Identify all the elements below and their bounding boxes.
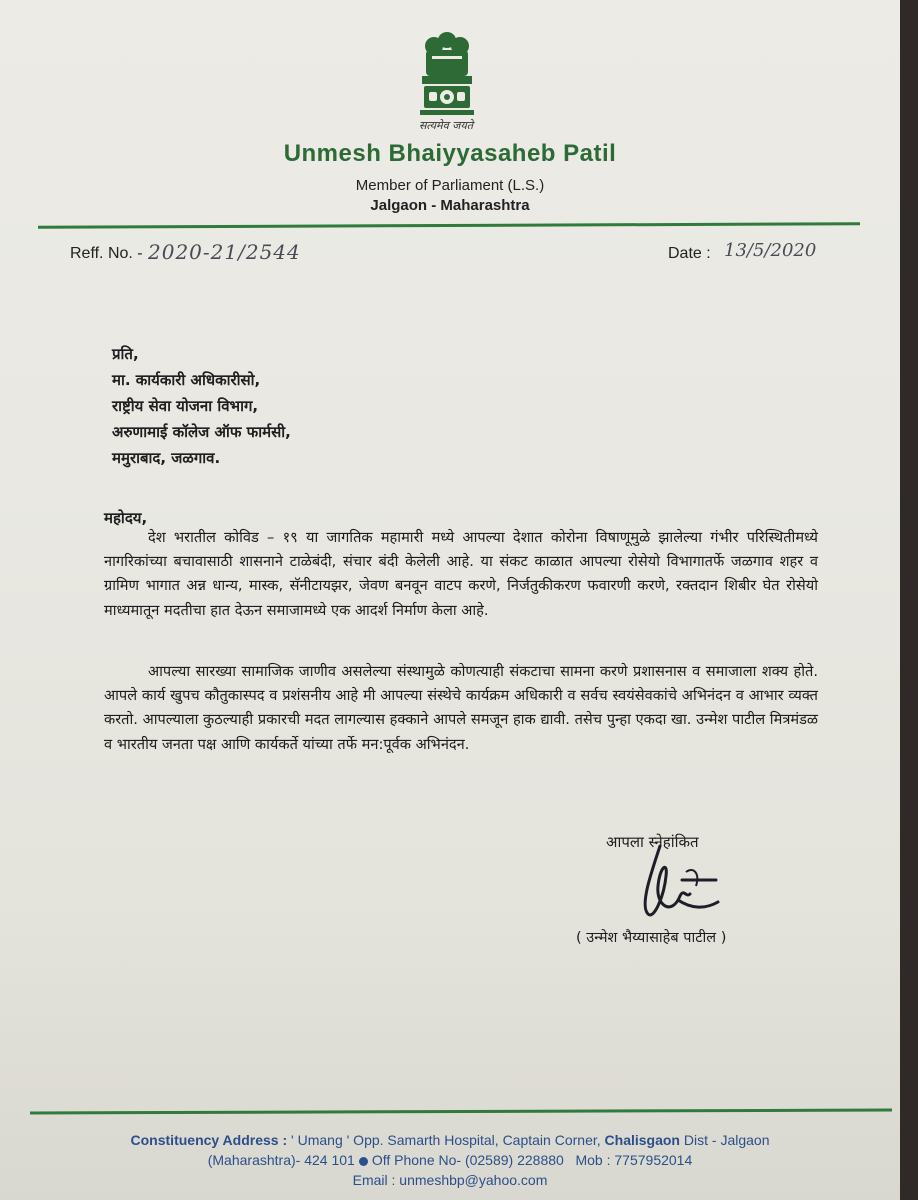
bullet-icon <box>359 1157 368 1166</box>
reference-label: Reff. No. - <box>70 245 143 262</box>
recipient-line: मा. कार्यकारी अधिकारीसो, <box>112 371 261 389</box>
recipient-line: प्रति, <box>112 345 139 363</box>
background-edge <box>900 0 918 1200</box>
footer-address-city: Chalisgaon <box>604 1132 680 1148</box>
footer-address-text: ' Umang ' Opp. Samarth Hospital, Captain Corner, <box>291 1132 601 1148</box>
letterhead-name: Unmesh Bhaiyyasaheb Patil <box>283 140 617 167</box>
national-emblem-icon <box>412 30 482 120</box>
recipient-line: अरुणामाई कॉलेज ऑफ फार्मसी, <box>112 423 291 441</box>
closing-line: आपला स्नेहांकित <box>606 833 699 851</box>
recipient-line: राष्ट्रीय सेवा योजना विभाग, <box>112 397 259 415</box>
salutation: महोदय, <box>104 509 148 527</box>
footer-state-pin: (Maharashtra)- 424 101 <box>207 1152 355 1168</box>
signature-mark <box>620 836 730 936</box>
header-divider <box>38 222 860 229</box>
footer-divider <box>30 1108 892 1114</box>
reference-number: 2020-21/2544 <box>148 240 301 264</box>
footer-address-dist: Dist - Jalgaon <box>683 1132 770 1148</box>
body-paragraph-2: आपल्या सारख्या सामाजिक जाणीव असलेल्या संस्थामुळे कोणत्याही संकटाचा सामना करणे प्रशासनास व समाजाला शक्य होते. आपले कार्य खुपच कौतुकास्पद व प्रशंसनीय आहे मी आपल्या संस्थेचे कार्यक्रम अधिकारी व सर्वच स्वयंसेवकांचे अभिनंदन व आभार व्यक्त करतो. आपल्याला कुठल्याही प्रकारची मदत लागल्यास हक्काने आपले समजून हाक द्यावी. तसेच पुन्हा एकदा खा. उन्मेश पाटील मित्रमंडळ व भारतीय जनता पक्ष आणि कार्यकर्ते यांच्या तर्फे मन:पूर्वक अभिनंदन. <box>104 663 818 753</box>
letterhead-place: Jalgaon - Maharashtra <box>370 197 530 214</box>
footer-email: Email : unmeshbp@yahoo.com <box>352 1172 548 1188</box>
emblem-motto: सत्यमेव जयते <box>418 119 473 132</box>
footer-office-phone: Off Phone No- (02589) 228880 <box>371 1152 564 1168</box>
footer-address-label: Constituency Address : <box>130 1132 288 1148</box>
footer-contact <box>0 1152 900 1168</box>
letterhead-title: Member of Parliament (L.S.) <box>355 177 545 194</box>
footer-mobile: Mob : 7757952014 <box>575 1152 693 1168</box>
body-paragraph-1: देश भरातील कोविड – १९ या जागतिक महामारी मध्ये आपल्या देशात कोरोना विषाणूमुळे झालेल्या गंभीर परिस्थितीमध्ये नागरिकांच्या बचावासाठी शासनाने टाळेबंदी, संचार बंदी केलेली आहे. या संकट काळात आपल्या रोसेयो विभागातर्फे जळगाव शहर व ग्रामिण भागात अन्न धान्य, मास्क, सॅनीटायझर, जेवण बनवून वाटप करणे, निर्जतुकीकरण फवारणी करणे, रक्तदान शिबीर घेत रोसेयो माध्यमातून मदतीचा हात देऊन समाजामध्ये एक आदर्श निर्माण केला आहे. <box>104 529 818 619</box>
recipient-line: ममुराबाद, जळगाव. <box>112 449 221 467</box>
signer-name: ( उन्मेश भैय्यासाहेब पाटील ) <box>576 930 727 946</box>
date-label: Date : <box>668 245 711 262</box>
date-value: 13/5/2020 <box>724 240 817 261</box>
footer-address <box>0 1132 900 1148</box>
